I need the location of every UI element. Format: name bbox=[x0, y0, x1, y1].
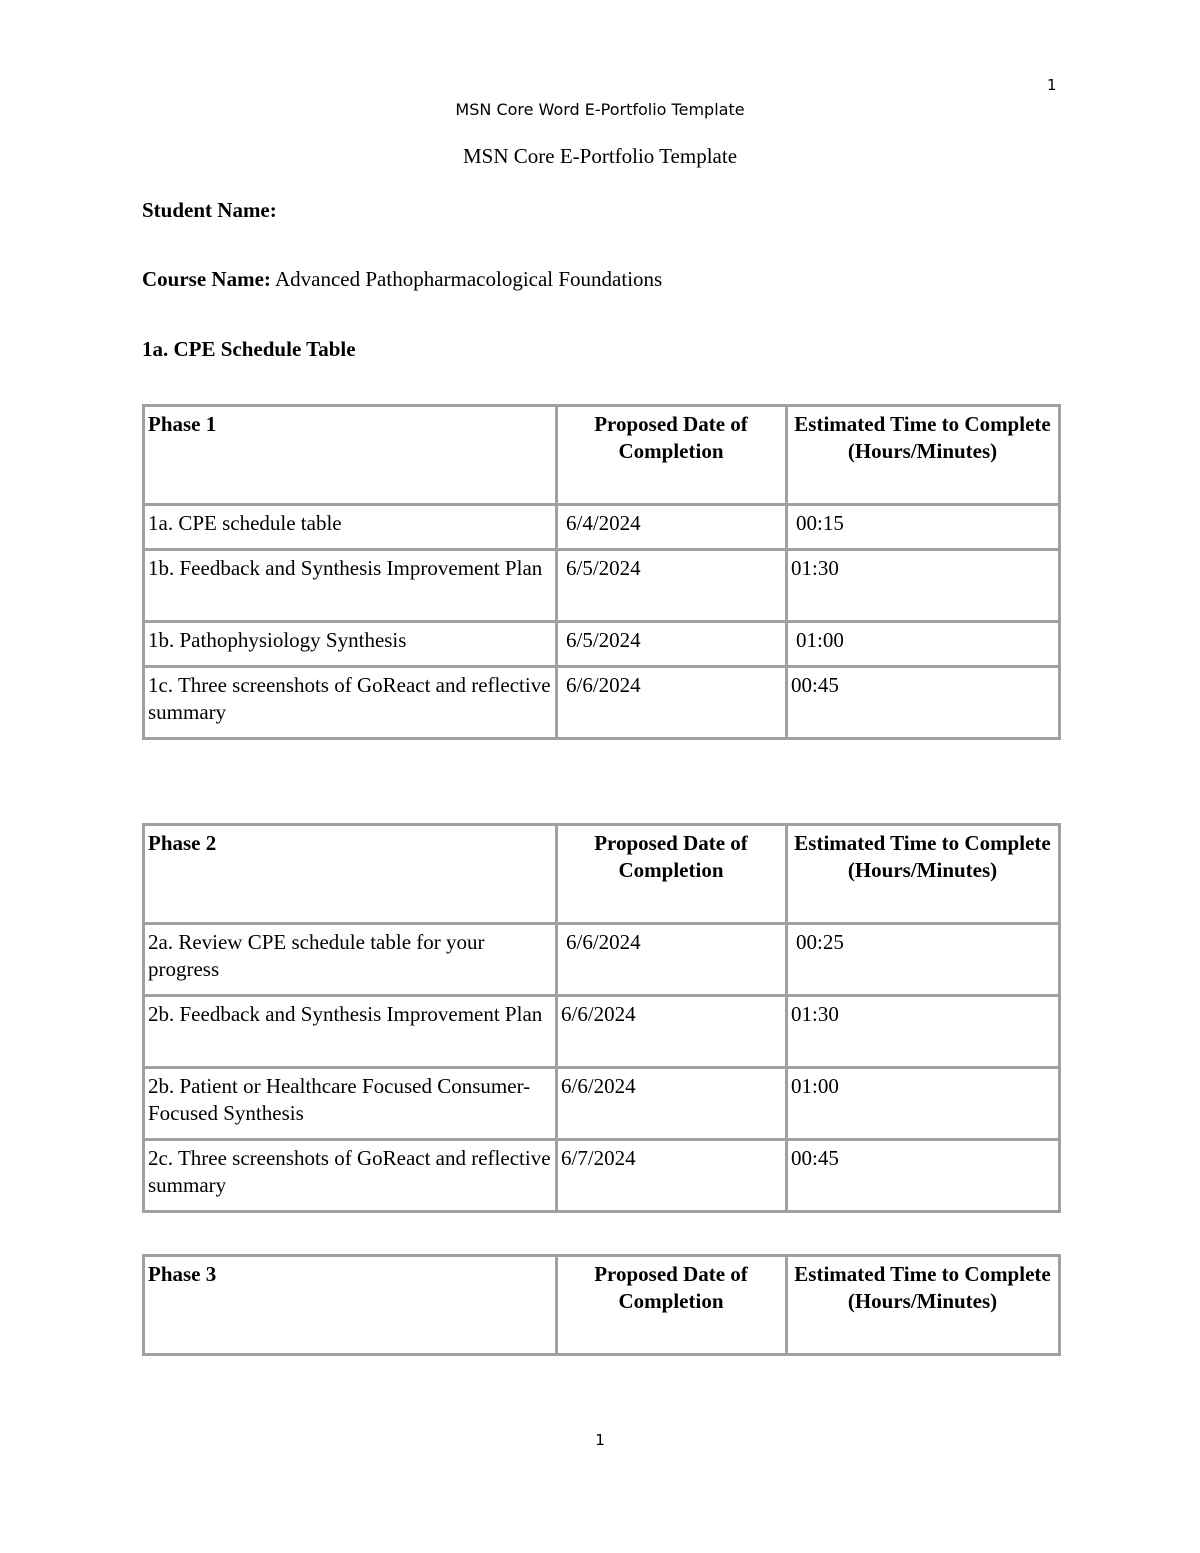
phase-title: Phase 1 bbox=[144, 406, 557, 505]
time-header-line2: (Hours/Minutes) bbox=[847, 858, 998, 882]
page-title: MSN Core E-Portfolio Template bbox=[462, 144, 738, 168]
time-cell: 01:30 bbox=[787, 550, 1060, 622]
date-cell: 6/5/2024 bbox=[557, 550, 787, 622]
document-header: MSN Core Word E-Portfolio Template bbox=[455, 100, 745, 119]
time-cell: 01:00 bbox=[787, 1068, 1060, 1140]
page-number-bottom: 1 bbox=[595, 1431, 605, 1449]
task-cell: 2b. Patient or Healthcare Focused Consumer-Focused Synthesis bbox=[144, 1068, 557, 1140]
phase-title: Phase 3 bbox=[144, 1256, 557, 1355]
time-cell: 00:45 bbox=[787, 667, 1060, 739]
task-cell: 1c. Three screenshots of GoReact and reflective summary bbox=[144, 667, 557, 739]
time-header-line1: Estimated Time to Complete bbox=[794, 831, 1051, 855]
date-cell: 6/6/2024 bbox=[557, 924, 787, 996]
phase-3-table bbox=[142, 1254, 1061, 1356]
table-row bbox=[144, 622, 1060, 667]
date-column-header: Proposed Date of Completion bbox=[557, 406, 787, 505]
student-name-label: Student Name: bbox=[142, 198, 277, 222]
table-row bbox=[144, 1068, 1060, 1140]
table-row bbox=[144, 550, 1060, 622]
date-cell: 6/5/2024 bbox=[557, 622, 787, 667]
table-row bbox=[144, 505, 1060, 550]
phase-1-table bbox=[142, 404, 1061, 740]
section-heading: 1a. CPE Schedule Table bbox=[142, 337, 356, 361]
date-cell: 6/4/2024 bbox=[557, 505, 787, 550]
time-column-header bbox=[787, 406, 1060, 505]
table-header-row bbox=[144, 1256, 1060, 1355]
date-column-header: Proposed Date of Completion bbox=[557, 1256, 787, 1355]
time-header-line1: Estimated Time to Complete bbox=[794, 412, 1051, 436]
time-cell: 00:15 bbox=[787, 505, 1060, 550]
phase-title: Phase 2 bbox=[144, 825, 557, 924]
date-cell: 6/6/2024 bbox=[557, 667, 787, 739]
table-header-row bbox=[144, 406, 1060, 505]
date-cell: 6/6/2024 bbox=[557, 996, 787, 1068]
time-column-header bbox=[787, 825, 1060, 924]
time-header-line1: Estimated Time to Complete bbox=[794, 1262, 1051, 1286]
time-column-header bbox=[787, 1256, 1060, 1355]
course-name-field bbox=[142, 267, 662, 292]
time-header-line2: (Hours/Minutes) bbox=[847, 439, 998, 463]
table-row bbox=[144, 996, 1060, 1068]
date-cell: 6/7/2024 bbox=[557, 1140, 787, 1212]
phase-2-table bbox=[142, 823, 1061, 1213]
date-column-header: Proposed Date of Completion bbox=[557, 825, 787, 924]
time-cell: 00:25 bbox=[787, 924, 1060, 996]
time-cell: 01:30 bbox=[787, 996, 1060, 1068]
time-cell: 01:00 bbox=[787, 622, 1060, 667]
course-name-label: Course Name: bbox=[142, 267, 271, 291]
task-cell: 2c. Three screenshots of GoReact and reflective summary bbox=[144, 1140, 557, 1212]
task-cell: 1b. Pathophysiology Synthesis bbox=[144, 622, 557, 667]
time-header-line2: (Hours/Minutes) bbox=[847, 1289, 998, 1313]
student-name-field bbox=[142, 198, 277, 223]
task-cell: 1b. Feedback and Synthesis Improvement Plan bbox=[144, 550, 557, 622]
table-row bbox=[144, 924, 1060, 996]
table-row bbox=[144, 667, 1060, 739]
time-cell: 00:45 bbox=[787, 1140, 1060, 1212]
task-cell: 1a. CPE schedule table bbox=[144, 505, 557, 550]
task-cell: 2b. Feedback and Synthesis Improvement Plan bbox=[144, 996, 557, 1068]
page-number-top: 1 bbox=[1047, 76, 1057, 94]
table-header-row bbox=[144, 825, 1060, 924]
task-cell: 2a. Review CPE schedule table for your progress bbox=[144, 924, 557, 996]
date-cell: 6/6/2024 bbox=[557, 1068, 787, 1140]
course-name-value: Advanced Pathopharmacological Foundations bbox=[274, 267, 663, 291]
table-row bbox=[144, 1140, 1060, 1212]
